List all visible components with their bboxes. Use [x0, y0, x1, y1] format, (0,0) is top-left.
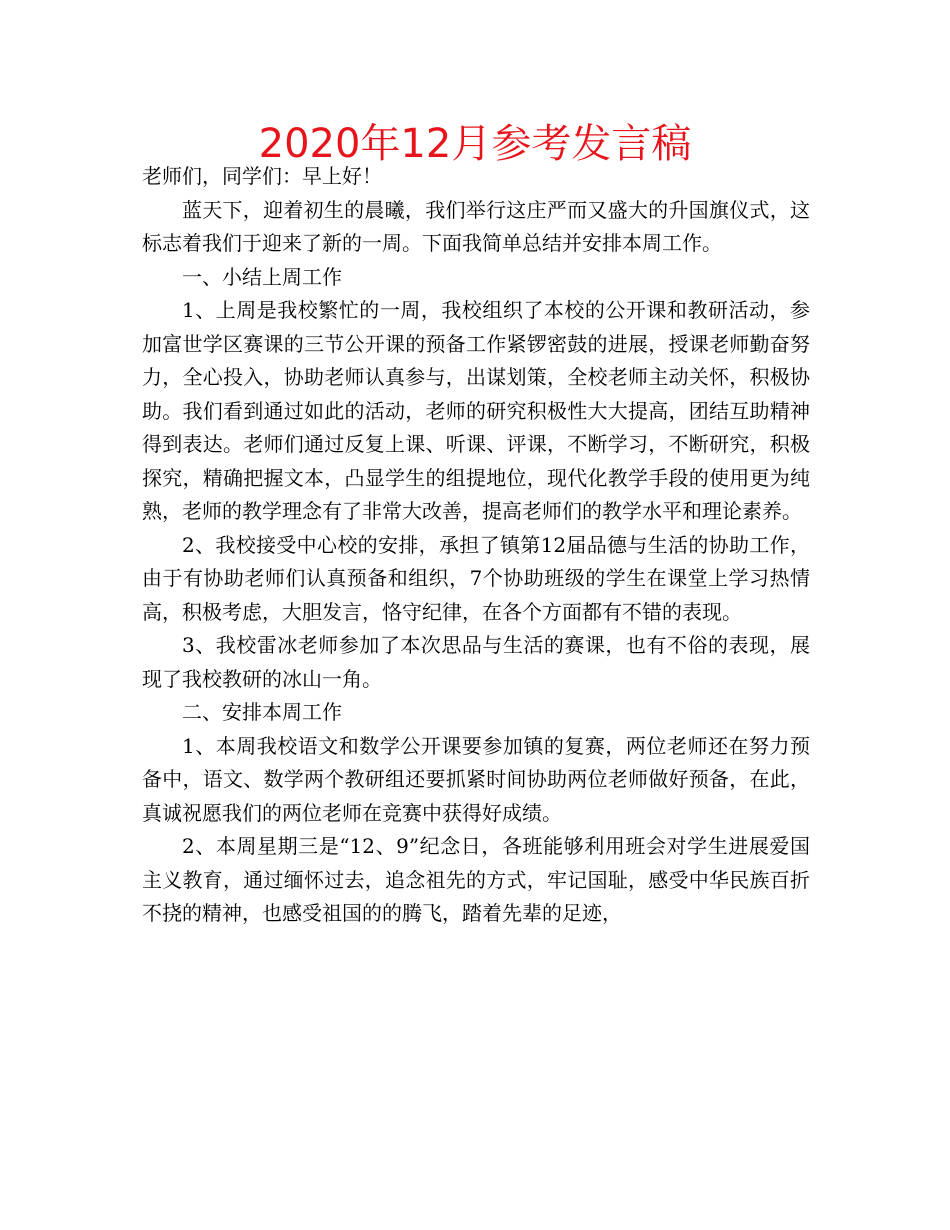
- section-heading-this-week: 二、安排本周工作: [182, 700, 342, 724]
- paragraph-last-week-item-2: 2、我校接受中心校的安排，承担了镇第12届品德与生活的协助工作，由于有协助老师们认真预备和组织，7个协助班级的学生在课堂上学习热情高，积极考虑，大胆发言，恪守纪律，在各个方面都有不错的表现。: [142, 532, 810, 624]
- paragraph-this-week-item-2: 2、本周星期三是“12、9”纪念日，各班能够利用班会对学生进展爱国主义教育，通过缅怀过去，追念祖先的方式，牢记国耻，感受中华民族百折不挠的精神，也感受祖国的的腾飞，踏着先辈的足迹，: [142, 834, 810, 925]
- document-body: [142, 160, 810, 931]
- paragraph-last-week-item-1: 1、上周是我校繁忙的一周，我校组织了本校的公开课和教研活动，参加富世学区赛课的三节公开课的预备工作紧锣密鼓的进展，授课老师勤奋努力，全心投入，协助老师认真参与，出谋划策，全校老师主动关怀，积极协助。我们看到通过如此的活动，老师的研究积极性大大提高，团结互助精神得到表达。老师们通过反复上课、听课、评课，不断学习，不断研究，积极探究，精确把握文本，凸显学生的组提地位，现代化教学手段的使用更为纯熟，老师的教学理念有了非常大改善，提高老师们的教学水平和理论素养。: [142, 298, 810, 523]
- paragraph-greeting: 老师们，同学们：早上好！: [142, 164, 382, 188]
- paragraph-this-week-item-1: 1、本周我校语文和数学公开课要参加镇的复赛，两位老师还在努力预备中，语文、数学两个教研组还要抓紧时间协助两位老师做好预备，在此，真诚祝愿我们的两位老师在竞赛中获得好成绩。: [142, 733, 810, 825]
- section-heading-last-week: 一、小结上周工作: [182, 264, 342, 289]
- document-title: 2020年12月参考发言稿: [258, 121, 692, 167]
- paragraph-last-week-item-3: 3、我校雷冰老师参加了本次思品与生活的赛课，也有不俗的表现，展现了我校教研的冰山一角。: [142, 633, 810, 691]
- paragraph-intro: 蓝天下，迎着初生的晨曦，我们举行这庄严而又盛大的升国旗仪式，这标志着我们于迎来了新的一周。下面我简单总结并安排本周工作。: [142, 197, 810, 255]
